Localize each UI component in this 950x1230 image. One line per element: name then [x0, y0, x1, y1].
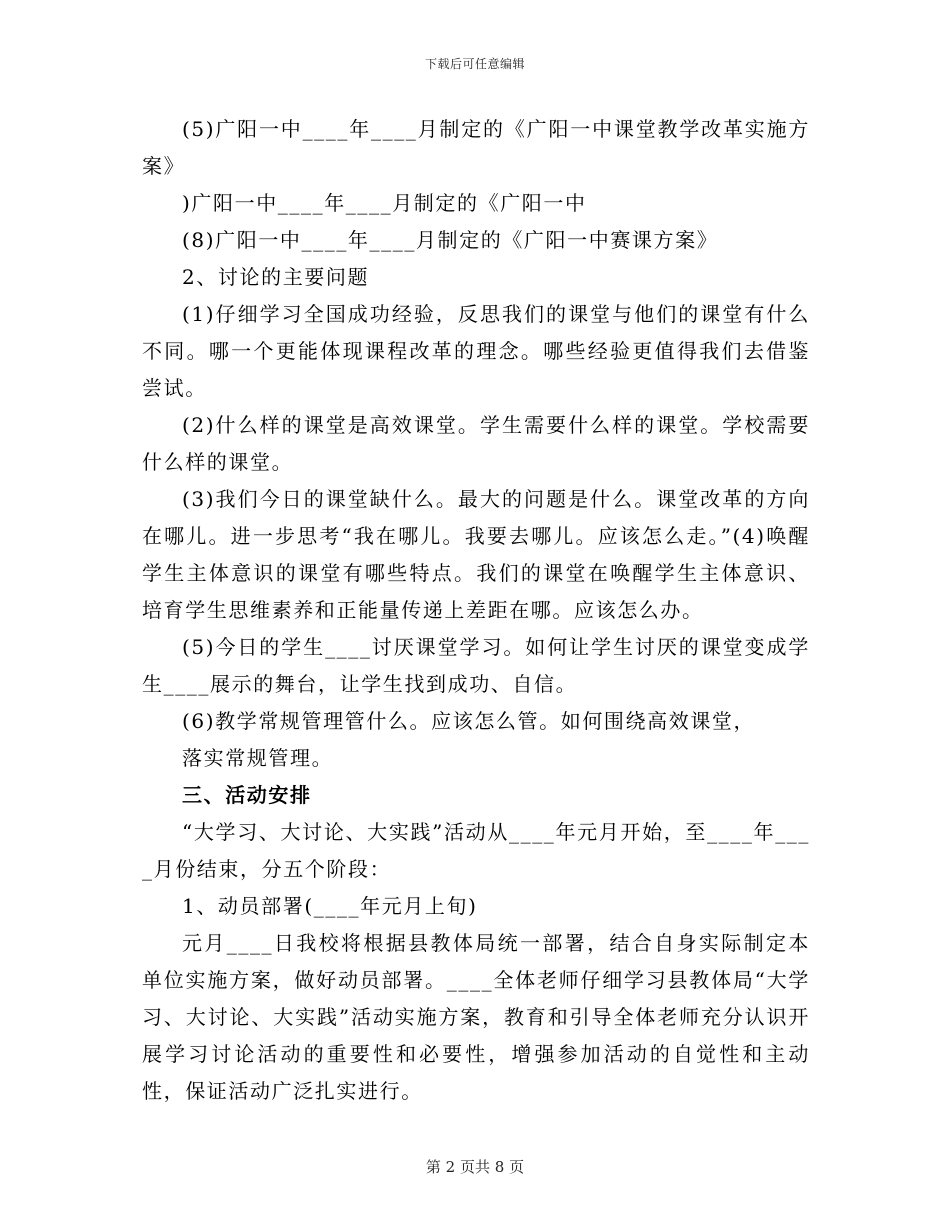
paragraph: (2)什么样的课堂是高效课堂。学生需要什么样的课堂。学校需要什么样的课堂。	[142, 413, 810, 474]
document-body	[142, 111, 810, 1110]
page-footer: 第 2 页共 8 页	[425, 1158, 525, 1176]
paragraph: (1)仔细学习全国成功经验，反思我们的课堂与他们的课堂有什么不同。哪一个更能体现课程改革的理念。哪些经验更值得我们去借鉴尝试。	[142, 302, 810, 400]
section-heading: 三、活动安排	[182, 783, 312, 807]
paragraph: 2、讨论的主要问题	[182, 265, 370, 289]
paragraph: (5)今日的学生____讨厌课堂学习。如何让学生讨厌的课堂变成学生____展示的舞台，让学生找到成功、自信。	[142, 635, 810, 696]
paragraph: )广阳一中____年____月制定的《广阳一中	[182, 191, 587, 215]
paragraph: (6)教学常规管理管什么。应该怎么管。如何围绕高效课堂，	[182, 709, 756, 733]
paragraph: (5)广阳一中____年____月制定的《广阳一中课堂教学改革实施方案》	[142, 117, 810, 178]
paragraph: (3)我们今日的课堂缺什么。最大的问题是什么。课堂改革的方向在哪儿。进一步思考“我在哪儿。我要去哪儿。应该怎么走。”(4)唤醒学生主体意识的课堂有哪些特点。我们的课堂在唤醒学生主体意识、培育学生思维素养和正能量传递上差距在哪。应该怎么办。	[142, 487, 810, 622]
paragraph: 1、动员部署(____年元月上旬)	[182, 894, 478, 918]
paragraph: 落实常规管理。	[182, 746, 334, 770]
paragraph: 元月____日我校将根据县教体局统一部署，结合自身实际制定本单位实施方案，做好动员部署。____全体老师仔细学习县教体局“大学习、大讨论、大实践”活动实施方案，教育和引导全体老师充分认识开展学习讨论活动的重要性和必要性，增强参加活动的自觉性和主动性，保证活动广泛扎实进行。	[142, 931, 810, 1103]
paragraph: (8)广阳一中____年____月制定的《广阳一中赛课方案》	[182, 228, 719, 252]
paragraph: “大学习、大讨论、大实践”活动从____年元月开始，至____年____月份结束，分五个阶段：	[142, 820, 810, 881]
page-header: 下载后可任意编辑	[424, 57, 525, 71]
